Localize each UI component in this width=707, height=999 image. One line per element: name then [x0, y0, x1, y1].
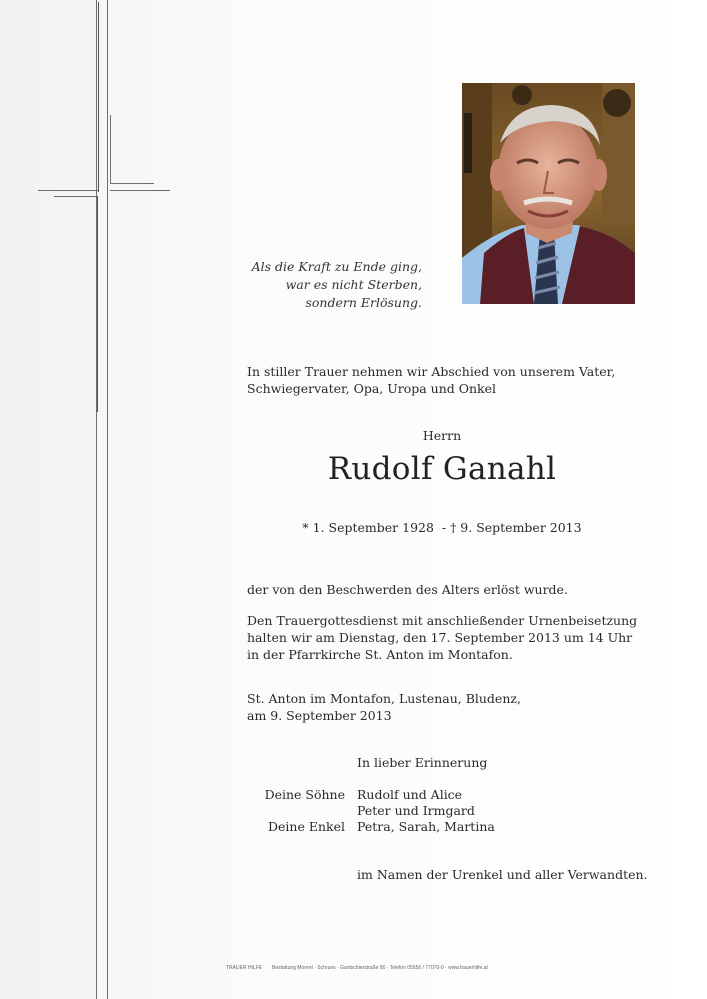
memory-heading: In lieber Erinnerung: [357, 755, 488, 770]
cross-horizontal-top-right: [110, 190, 170, 191]
cross-horizontal-top: [38, 190, 98, 191]
family-sons-label: Deine Söhne: [264, 787, 345, 802]
date-line: am 9. September 2013: [247, 708, 392, 723]
intro-line-2: Schwiegervater, Opa, Uropa und Onkel: [247, 381, 497, 396]
salutation: Herrn: [422, 428, 462, 443]
portrait-illustration: [462, 83, 635, 304]
footer-info: Bestattung Morent · Schruns · Gantschierstraße 80 · Telefon 05556 / 77070-0 · www.trauerhilfe.at: [272, 965, 488, 971]
service-line-3: in der Pfarrkirche St. Anton im Montafon.: [247, 647, 513, 662]
deceased-name: Rudolf Ganahl: [327, 451, 557, 487]
service-line-2: halten wir am Dienstag, den 17. September 2013 um 14 Uhr: [247, 630, 633, 645]
life-dates: * 1. September 1928 - † 9. September 2013: [302, 520, 582, 535]
portrait-photo: [462, 83, 635, 304]
intro-text: [247, 363, 667, 397]
service-details: [247, 612, 667, 663]
service-line-1: Den Trauergottesdienst mit anschließender Urnenbeisetzung: [247, 613, 638, 628]
cross-upper-bar-line: [98, 2, 99, 192]
cross-horizontal-inner-left: [54, 196, 98, 197]
closing-text: im Namen der Urenkel und aller Verwandten.: [357, 867, 648, 882]
family-grandchildren: Petra, Sarah, Martina: [357, 819, 495, 834]
quote-block: [222, 258, 422, 312]
cross-vertical-right: [107, 0, 108, 999]
family-grandchildren-label: Deine Enkel: [268, 819, 345, 834]
family-sons-line-1: Rudolf und Alice: [357, 787, 463, 802]
family-sons-line-2: Peter und Irmgard: [357, 803, 475, 818]
quote-line-2: war es nicht Sterben,: [285, 277, 422, 292]
cross-horizontal-inner-right: [110, 183, 154, 184]
place-date: [247, 690, 667, 724]
quote-line-3: sondern Erlösung.: [305, 295, 422, 310]
footer-brand: TRAUER HILFE: [226, 965, 263, 971]
cross-lower-inner-vertical: [97, 196, 98, 412]
cross-inner-vertical: [110, 115, 111, 183]
release-text: der von den Beschwerden des Alters erlöst wurde.: [247, 582, 568, 597]
place-line: St. Anton im Montafon, Lustenau, Bludenz,: [247, 691, 521, 706]
quote-line-1: Als die Kraft zu Ende ging,: [251, 259, 422, 274]
intro-line-1: In stiller Trauer nehmen wir Abschied von unserem Vater,: [247, 364, 616, 379]
cross-vertical-left: [96, 0, 97, 999]
